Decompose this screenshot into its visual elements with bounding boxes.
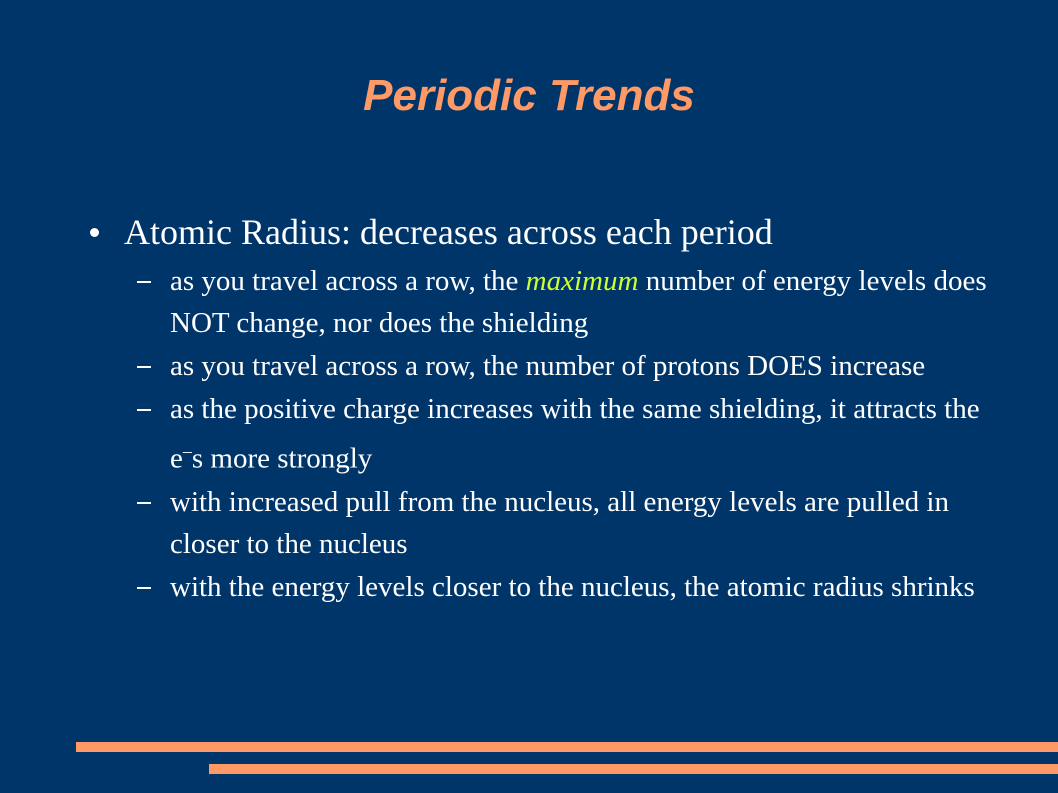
dash-bullet-icon	[137, 587, 151, 589]
superscript-minus: –	[182, 441, 192, 461]
dash-bullet-icon	[137, 366, 151, 368]
subpoint-item	[86, 566, 1006, 608]
subpoint-item	[86, 481, 1006, 565]
slide-body	[86, 208, 1006, 609]
main-bullet-text: Atomic Radius: decreases across each period	[124, 212, 773, 252]
emphasis-word: maximum	[525, 265, 639, 297]
bullet-dot-icon	[90, 228, 99, 237]
subpoint-text-part: s more strongly	[191, 442, 373, 475]
accent-bar-lower	[209, 764, 1058, 774]
subpoint-text: with increased pull from the nucleus, all energy levels are pulled in closer to the nucleus	[170, 485, 949, 560]
subpoint-item	[86, 345, 1006, 387]
subpoint-text-part: number of energy levels does NOT change, nor does the shielding	[170, 265, 987, 339]
main-bullet	[86, 208, 1006, 256]
subpoint-list	[86, 260, 1006, 608]
subpoint-text: with the energy levels closer to the nucleus, the atomic radius shrinks	[170, 570, 975, 603]
subpoint-text: as you travel across a row, the number of protons DOES increase	[170, 350, 926, 382]
accent-bar-upper	[76, 742, 1058, 752]
subpoint-item	[86, 260, 1006, 344]
dash-bullet-icon	[137, 409, 151, 411]
subpoint-text-part: as you travel across a row, the	[170, 265, 526, 297]
dash-bullet-icon	[137, 502, 151, 504]
slide-title: Periodic Trends	[363, 71, 695, 120]
subpoint-text-part: as the positive charge increases with the same shielding, it attracts the e	[170, 393, 980, 475]
subpoint-item	[86, 388, 1006, 480]
dash-bullet-icon	[137, 281, 151, 283]
